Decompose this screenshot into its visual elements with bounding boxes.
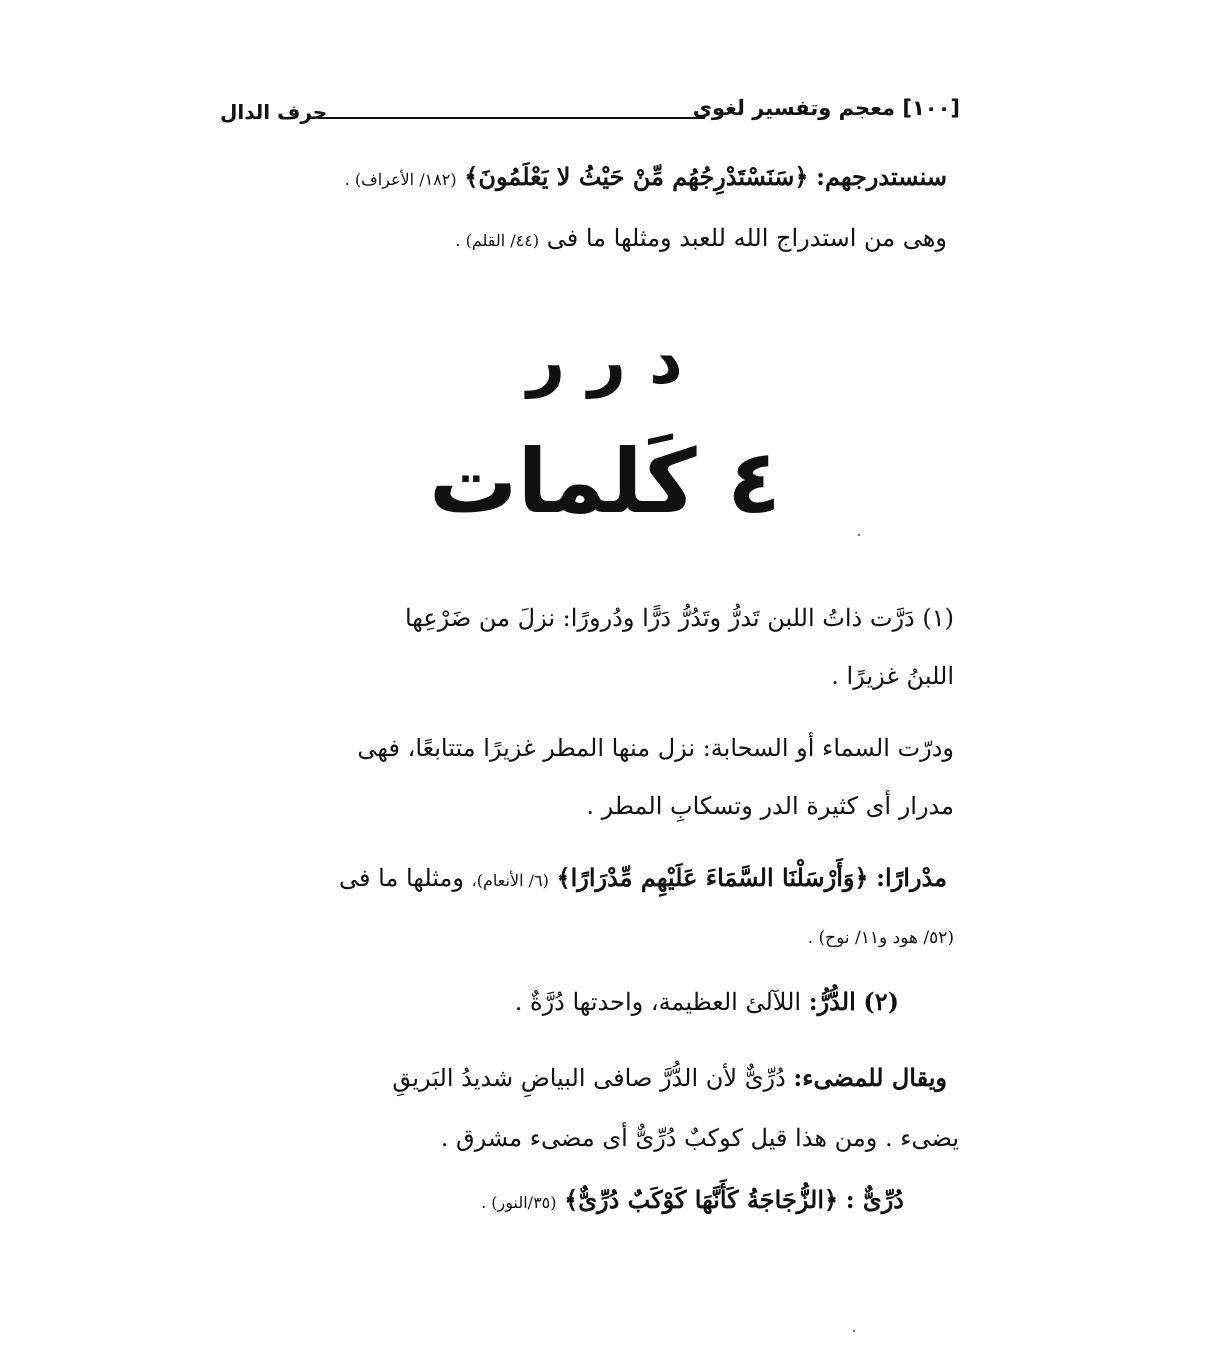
entry-3-term: مدْرارًا: [876, 863, 947, 892]
entry-4-line [515, 988, 899, 1017]
print-speck [858, 534, 860, 536]
entry-6-verse: ﴿الزُّجَاجَةُ كَأَنَّهَا كَوْكَبٌ دُرِّىٌّ﴾ [564, 1185, 839, 1214]
entry-2-line-2 [586, 792, 954, 821]
entry-2-text-2: مدرار أى كثيرة الدر وتسكابِ المطر . [586, 792, 954, 820]
intro-ref-1: (١٨٢/ الأعراف) . [344, 170, 457, 189]
header-rule [318, 117, 705, 119]
entry-1-line-1 [405, 604, 954, 633]
entry-1-text-2: اللبنُ غزيرًا . [831, 662, 954, 690]
entry-5-term: ويقال للمضىء: [793, 1063, 947, 1092]
entry-5-text-1: دُرِّىٌّ لأن الدُّرَّ صافى البياضِ شديدُ البَريقِ [392, 1064, 786, 1092]
entry-2-text-1: ودرّت السماء أو السحابة: نزل منها المطر غزيرًا متتابعًا، فهى [357, 734, 954, 762]
running-header [220, 92, 960, 132]
root-heading: د ر ر [527, 322, 683, 399]
entry-5-text-2: يضىء . ومن هذا قيل كوكبٌ دُرِّىٌّ أى مضىء مشرق . [440, 1124, 959, 1152]
intro-text: وهى من استدراج الله للعبد ومثلها ما فى [546, 224, 947, 252]
word-count-heading: ٤ كَلمات [429, 430, 781, 533]
entry-4-term: الدُّرُّ: [808, 987, 856, 1016]
entry-1-line-2 [831, 662, 954, 691]
intro-line-1 [345, 163, 947, 192]
intro-line-2 [455, 224, 947, 253]
header-page-section: [١٠٠] معجم وتفسير لغوى [692, 96, 960, 120]
entry-3-tail: ومثلها ما فى [339, 864, 464, 892]
entry-1-text-1: (١) دَرَّت ذاتُ اللبن تَدرُّ وتَدُرُّ دَرًّا ودُرورًا: نزلَ من ضَرْعِها [404, 604, 954, 632]
entry-2-line-1 [357, 734, 954, 763]
intro-term: سنستدرجهم: [816, 162, 947, 191]
entry-6-term: دُرِّىٌّ : [845, 1185, 904, 1214]
entry-6-line [481, 1186, 904, 1215]
entry-3-ref-2: (٥٢/ هود و١١/ نوح) . [807, 928, 954, 948]
entry-3-ref: (٦/ الأنعام)، [471, 871, 549, 890]
entry-6-ref: (٣٥/النور) . [481, 1193, 557, 1212]
entry-3-verse: ﴿وَأَرْسَلْنَا السَّمَاءَ عَلَيْهِم مِّدْرَارًا﴾ [556, 863, 869, 892]
entry-4-number: (٢) [863, 987, 899, 1016]
print-speck [853, 1330, 855, 1332]
entry-3-line-1 [339, 864, 947, 893]
entry-3-line-2 [808, 928, 954, 948]
entry-4-text: اللآلئ العظيمة، واحدتها دُرَّةٌ . [514, 988, 802, 1016]
intro-ref-2: (٤٤/ القلم) . [455, 231, 540, 250]
entry-5-line-1 [392, 1064, 947, 1093]
intro-verse: ﴿سَنَسْتَدْرِجُهُم مِّنْ حَيْثُ لا يَعْلَمُونَ﴾ [464, 162, 809, 191]
header-chapter: حرف الدال [220, 100, 328, 124]
entry-5-line-2 [441, 1124, 959, 1153]
